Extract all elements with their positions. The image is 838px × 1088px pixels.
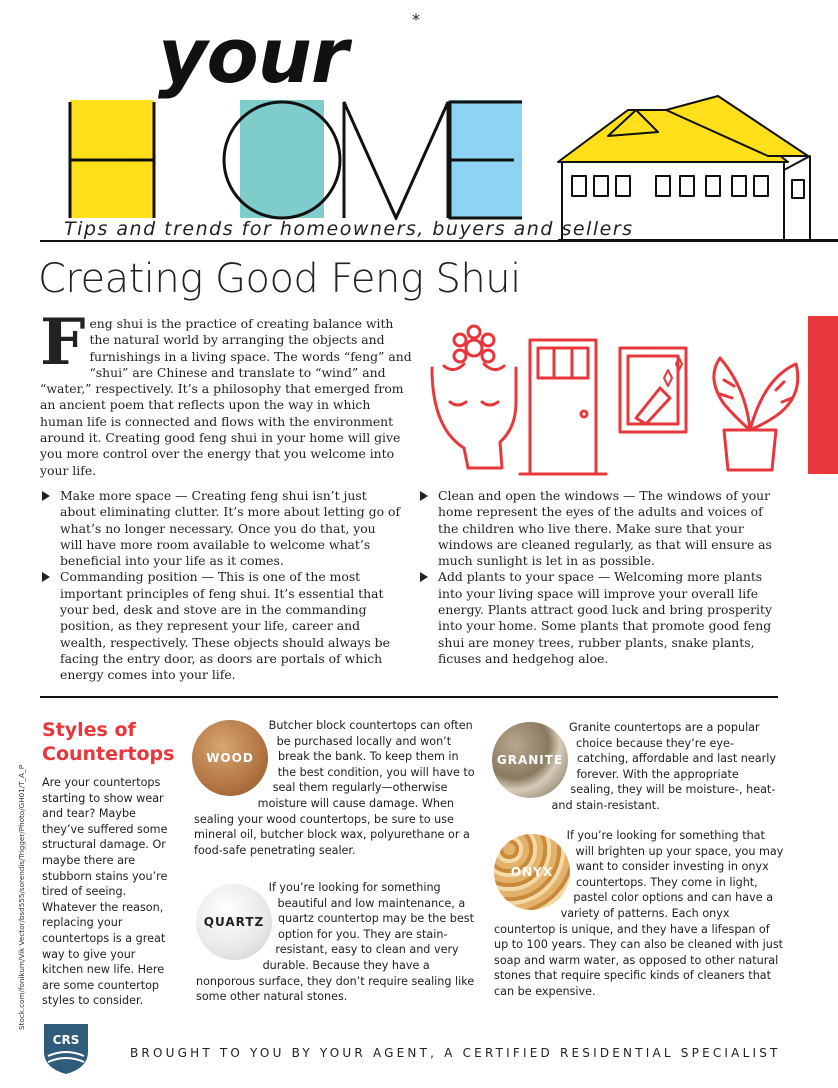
bullet-text: Make more space — Creating feng shui isn’t just about eliminating clutter. It’s more about letting go of what’s no longer necessary. Once you do that, you will have more room available to welcome what’s beneficial into your life as it comes. xyxy=(60,488,401,569)
wood-text: Butcher block countertops can often be purchased locally and won’t break the bank. To keep them in the best condition, you will have to seal them regularly—otherwise moisture will cause damage. When sealing your wood countertops, be sure to use mineral oil, butcher block wax, polyurethane or a food-safe penetrating sealer. xyxy=(194,719,475,857)
photo-credit: Stock.com/fonikum/Vik Vector/bsd555/sorendis/Trigger/Photo/GH01/T_A_P xyxy=(17,764,26,1030)
onyx-label: ONYX xyxy=(510,865,554,879)
monstera-plant-icon xyxy=(714,358,798,470)
masthead-your: your xyxy=(158,11,348,100)
quartz-swatch xyxy=(196,884,272,960)
feng-shui-icons xyxy=(424,318,814,478)
crs-logo xyxy=(42,1018,90,1074)
heading-line-1: Styles of xyxy=(42,719,136,741)
bullets-right xyxy=(420,488,782,667)
window-cleaning-icon xyxy=(620,348,686,432)
footer-tagline: BROUGHT TO YOU BY YOUR AGENT, A CERTIFIED RESIDENTIAL SPECIALIST xyxy=(130,1046,781,1060)
wood-label: WOOD xyxy=(206,751,254,765)
home-letters-art xyxy=(44,100,534,220)
bullet-triangle-icon xyxy=(420,572,428,582)
bullet-triangle-icon xyxy=(42,572,50,582)
article-intro xyxy=(40,305,412,479)
article-title: Creating Good Feng Shui xyxy=(38,256,521,302)
granite-label: GRANITE xyxy=(496,753,564,767)
bullet-text: Add plants to your space — Welcoming more plants into your living space will improve your overall life energy. Plants attract good luck and bring prosperity into your home. Some plants that promote good feng shui are money trees, rubber plants, snake plants, ficuses and hedgehog aloe. xyxy=(438,569,772,666)
logo-text: CRS xyxy=(52,1033,80,1047)
bullet-make-space xyxy=(42,488,402,569)
bullet-triangle-icon xyxy=(42,491,50,501)
wood-swatch xyxy=(192,720,268,796)
masthead-tagline: Tips and trends for homeowners, buyers and sellers xyxy=(64,218,634,240)
quartz-text: If you’re looking for something beautiful and low maintenance, a quartz countertop may be the best option for you. They are stain-resistant, easy to clean and very durable. Because they have a nonporous surface, they don’t require sealing like some other natural stones. xyxy=(196,881,475,1004)
countertops-heading xyxy=(42,718,175,766)
quartz-label: QUARTZ xyxy=(203,915,265,929)
heading-line-2: Countertops xyxy=(42,743,175,765)
door-icon xyxy=(520,340,606,474)
bullet-text: Clean and open the windows — The windows of your home represent the eyes of the adults and voices of the children who live there. Make sure that your windows are cleaned regularly, as that will ensure as much sunlight is let in as possible. xyxy=(438,488,772,569)
bullet-plants xyxy=(420,569,782,667)
onyx-text: If you’re looking for something that will brighten up your space, you may want to consider investing in onyx countertops. They come in light, pastel color options and can have a variety of patterns. Each onyx countertop is unique, and they have a lifespan of up to 100 years. They can also be cleaned with just soap and warm water, as opposed to other natural stones that require specific kinds of cleaners that can be expensive. xyxy=(494,829,784,998)
section-divider xyxy=(40,696,778,698)
bullets-left xyxy=(42,488,402,684)
dropcap: F xyxy=(40,305,86,380)
masthead-divider xyxy=(40,240,838,242)
granite-text: Granite countertops are a popular choice because they’re eye-catching, affordable and last nearly forever. With the appropriate sealing, they will be moisture-, heat- and stain-resistant. xyxy=(551,721,776,812)
bullet-windows xyxy=(420,488,782,569)
countertops-intro: Are your countertops starting to show wear and tear? Maybe they’ve suffered some structural damage. Or maybe there are stubborn stains you’re tired of seeing. Whatever the reason, replacing your countertops is a great way to give your kitchen new life. Here are some countertop styles to consider. xyxy=(42,776,168,1008)
onyx-swatch xyxy=(494,834,570,910)
bullet-triangle-icon xyxy=(420,491,428,501)
intro-text: eng shui is the practice of creating balance with the natural world by arranging the objects and furnishings in a living space. The words “feng” and “shui” are Chinese and translate to “wind” and “water,” respectively. It’s a philosophy that emerged from an ancient poem that reflects upon the way in which human life is connected and flows with the environment around it. Creating good feng shui in your home will give you more control over the energy that you welcome into your life. xyxy=(40,316,412,478)
head-flower-icon xyxy=(432,326,516,468)
asterisk: * xyxy=(412,10,420,29)
granite-swatch xyxy=(492,722,568,798)
bullet-commanding-position xyxy=(42,569,402,683)
bullet-text: Commanding position — This is one of the most important principles of feng shui. It’s essential that your bed, desk and stove are in the commanding position, as they represent your life, career and wealth, respectively. These objects should always be facing the entry door, as doors are portals of which energy comes into your life. xyxy=(60,569,390,683)
